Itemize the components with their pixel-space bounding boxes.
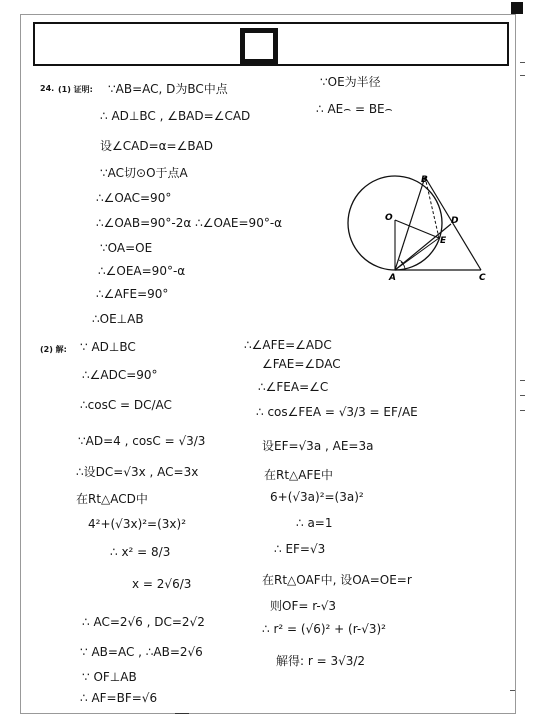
header-square-mark: [240, 28, 278, 64]
edge-mark: [520, 75, 525, 76]
corner-mark: [511, 2, 523, 14]
edge-mark: [520, 395, 525, 396]
part1-line: ∴∠OEA=90°-α: [98, 264, 186, 278]
part2-left-line: ∴ AF=BF=√6: [80, 691, 158, 705]
bottom-mark: [175, 713, 189, 714]
part2-right-line: 则OF= r-√3: [270, 599, 336, 613]
edge-mark: [520, 410, 525, 411]
figure-label-e: E: [440, 236, 447, 246]
part2-left-line: ∴cosC = DC/AC: [80, 398, 172, 412]
edge-mark: [520, 62, 525, 63]
part1-line: ∴∠AFE=90°: [96, 287, 169, 301]
part1-line: ∵AB=AC, D为BC中点: [108, 82, 228, 96]
problem-number: 24.: [40, 84, 55, 93]
part2-right-line: ∠FAE=∠DAC: [262, 357, 341, 371]
part2-right-line: 在Rt△OAF中, 设OA=OE=r: [262, 573, 412, 587]
part2-left-line: ∴设DC=√3x , AC=3x: [76, 465, 199, 479]
part1-line: ∴∠OAB=90°-2α ∴∠OAE=90°-α: [96, 216, 283, 230]
part2-right-line: ∴∠AFE=∠ADC: [244, 338, 332, 352]
part2-right-line: ∴ a=1: [296, 516, 333, 530]
part2-right-line: 在Rt△AFE中: [264, 468, 333, 482]
part2-right-line: 6+(√3a)²=(3a)²: [270, 490, 364, 504]
part1-line: ∴∠OAC=90°: [96, 191, 172, 205]
part2-right-line: ∴ EF=√3: [274, 542, 326, 556]
part1-right-line: ∵OE为半径: [320, 75, 381, 89]
part2-right-line: 解得: r = 3√3/2: [276, 654, 366, 668]
part2-left-line: ∴∠ADC=90°: [82, 368, 158, 382]
geometry-figure: [345, 168, 495, 288]
part2-right-line: ∴ r² = (√6)² + (r-√3)²: [262, 622, 386, 636]
part1-line: ∴ AD⊥BC , ∠BAD=∠CAD: [100, 109, 251, 123]
part2-left-line: ∵ AD⊥BC: [80, 340, 136, 354]
part2-left-line: ∵AD=4 , cosC = √3/3: [78, 434, 206, 448]
part2-left-line: x = 2√6/3: [132, 577, 192, 591]
part1-right-line: ∴ AE⌢ = BE⌢: [316, 102, 393, 116]
part2-right-line: 设EF=√3a , AE=3a: [262, 439, 374, 453]
part2-label: (2) 解:: [40, 345, 67, 354]
part2-left-line: ∴ AC=2√6 , DC=2√2: [82, 615, 205, 629]
part2-left-line: 在Rt△ACD中: [76, 492, 148, 506]
figure-label-d: D: [451, 216, 459, 226]
part2-left-line: ∵ OF⊥AB: [82, 670, 137, 684]
figure-label-b: B: [421, 175, 428, 185]
figure-label-a: A: [389, 273, 396, 283]
part1-line: ∵AC切⊙O于点A: [100, 166, 188, 180]
part1-line: ∵OA=OE: [100, 241, 153, 255]
part1-line: ∴OE⊥AB: [92, 312, 144, 326]
part2-left-line: ∴ x² = 8/3: [110, 545, 171, 559]
figure-label-o: O: [385, 213, 393, 223]
part1-label: (1) 证明:: [58, 85, 93, 94]
part1-line: 设∠CAD=α=∠BAD: [100, 139, 214, 153]
edge-mark: [520, 380, 525, 381]
part2-left-line: 4²+(√3x)²=(3x)²: [88, 517, 187, 531]
part2-right-line: ∴ cos∠FEA = √3/3 = EF/AE: [256, 405, 418, 419]
edge-mark: [510, 690, 515, 691]
part2-left-line: ∵ AB=AC , ∴AB=2√6: [80, 645, 203, 659]
part2-right-line: ∴∠FEA=∠C: [258, 380, 329, 394]
figure-label-c: C: [479, 273, 486, 283]
